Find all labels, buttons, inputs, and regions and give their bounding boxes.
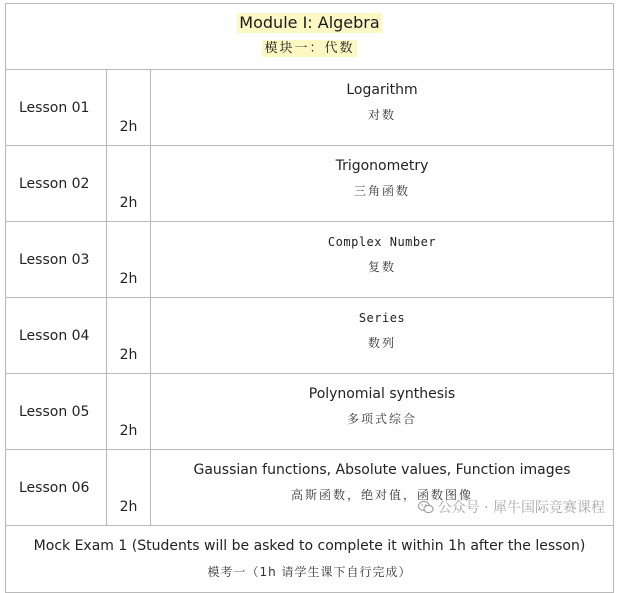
module-header-row [6,4,614,70]
lesson-label: Lesson 02 [6,146,107,222]
lesson-row [6,146,614,222]
module-title: Module I: Algebra [239,13,380,32]
lesson-hours: 2h [107,146,151,222]
lesson-topic [151,146,614,222]
lesson-topic-en: Polynomial synthesis [308,386,456,402]
wechat-logo-icon [418,500,434,514]
lesson-topic-zh: 对数 [367,108,396,122]
lesson-row [6,222,614,298]
lesson-row [6,374,614,450]
lesson-topic-zh: 数列 [367,336,396,350]
lesson-topic [151,374,614,450]
lesson-topic-en: Trigonometry [335,158,429,174]
watermark-text: 公众号 · 犀牛国际竞赛课程 [437,500,605,516]
lesson-topic [151,222,614,298]
lesson-topic-zh: 多项式综合 [346,412,417,426]
module-title-zh: 模块一：代数 [264,41,355,56]
lesson-label: Lesson 06 [6,450,107,526]
lesson-topic-en: Gaussian functions, Absolute values, Function images [193,462,571,478]
lesson-topic-en: Logarithm [346,82,418,98]
lesson-topic-en: Series [358,311,406,325]
lesson-topic [151,70,614,146]
module-header [6,4,614,70]
lesson-label: Lesson 03 [6,222,107,298]
lesson-hours: 2h [107,450,151,526]
lesson-row [6,298,614,374]
lesson-topic-zh: 复数 [367,260,396,274]
lesson-topic-en: Complex Number [327,235,437,249]
lesson-label: Lesson 04 [6,298,107,374]
lesson-label: Lesson 01 [6,70,107,146]
mock-exam-text-zh: 模考一（1h 请学生课下自行完成） [207,565,412,579]
mock-exam-text: Mock Exam 1 (Students will be asked to complete it within 1h after the lesson) [33,538,586,554]
lesson-hours: 2h [107,70,151,146]
lesson-hours: 2h [107,374,151,450]
lesson-topic-zh: 高斯函数，绝对值，函数图像 [290,488,473,502]
mock-exam-row [6,526,614,593]
lesson-topic [151,298,614,374]
lesson-label: Lesson 05 [6,374,107,450]
lesson-row [6,70,614,146]
watermark [418,497,605,517]
lesson-hours: 2h [107,222,151,298]
lesson-hours: 2h [107,298,151,374]
lesson-topic-zh: 三角函数 [353,184,410,198]
mock-exam-cell [6,526,614,593]
